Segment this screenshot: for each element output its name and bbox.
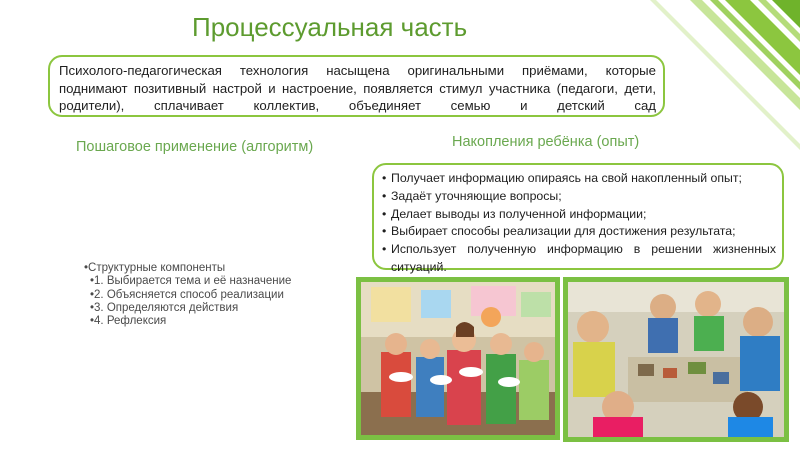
experience-heading: Накопления ребёнка (опыт) [452, 134, 640, 150]
list-item: • Делает выводы из полученной информации; [382, 206, 776, 224]
list-item: • 2. Объясняется способ реализации [90, 289, 291, 302]
page-title: Процессуальная часть [192, 12, 468, 42]
list-item: • Задаёт уточняющие вопросы; [382, 188, 776, 206]
children-dove-photo [356, 277, 560, 440]
intro-text-box [48, 55, 665, 117]
algorithm-heading: Пошаговое применение (алгоритм) [76, 139, 314, 155]
list-item: • 1. Выбирается тема и её назначение [90, 275, 291, 288]
structure-components [84, 262, 291, 328]
list-item: • 3. Определяются действия [90, 302, 291, 315]
list-item: • Получает информацию опираясь на свой накопленный опыт; [382, 170, 776, 188]
structure-heading: • Структурные компоненты [84, 262, 291, 275]
children-table-photo [563, 277, 789, 442]
list-item: • Выбирает способы реализации для достижения результата; [382, 223, 776, 241]
intro-text: Психолого-педагогическая технология насыщена оригинальными приёмами, которые поднимают позитивный настрой и настроение, появляется стимул участника (педагоги, дети, родители), сплачивает коллектив, объединяет семью и детский сад [59, 63, 656, 113]
experience-bullet-box [372, 163, 784, 274]
experience-list [382, 170, 776, 277]
list-item: • Использует полученную информацию в решении жизненных ситуаций. [382, 241, 776, 277]
list-item: • 4. Рефлексия [90, 315, 291, 328]
structure-list [84, 275, 291, 328]
